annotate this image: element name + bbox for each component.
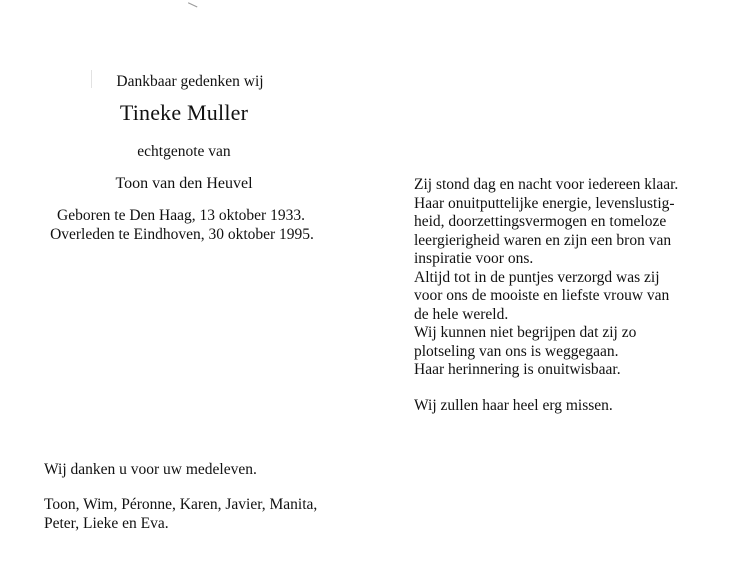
- text-line: Altijd tot in de puntjes verzorgd was zij: [414, 268, 660, 286]
- intro-text: Dankbaar gedenken wij: [116, 73, 264, 90]
- tribute-paragraph-3: [414, 397, 613, 416]
- text-line: Haar onuitputtelijke energie, levenslustig-: [414, 194, 675, 212]
- text-line: Wij zullen haar heel erg missen.: [414, 397, 613, 414]
- text-line: inspiratie voor ons.: [414, 250, 534, 267]
- text-line: voor ons de mooiste en liefste vrouw van: [414, 287, 670, 304]
- family-line: Toon, Wim, Péronne, Karen, Javier, Manita,: [44, 496, 318, 513]
- tribute-paragraph-1: [414, 176, 678, 324]
- birth-line: Geboren te Den Haag, 13 oktober 1933.: [57, 207, 305, 224]
- family-line: Peter, Lieke en Eva.: [44, 514, 169, 532]
- death-line: Overleden te Eindhoven, 30 oktober 1995.: [50, 226, 314, 243]
- text-line: Haar herinnering is onuitwisbaar.: [414, 361, 621, 378]
- text-line: de hele wereld.: [414, 305, 509, 323]
- relation-text: echtgenote van: [137, 143, 231, 160]
- right-panel: [368, 0, 735, 587]
- thanks-text: Wij danken u voor uw medeleven.: [44, 461, 257, 478]
- family-names: [44, 496, 317, 533]
- text-line: heid, doorzettingsvermogen en tomeloze: [414, 213, 667, 230]
- text-line: leergierigheid waren en zijn een bron van: [414, 231, 672, 249]
- text-line: plotseling van ons is weggegaan.: [414, 342, 619, 360]
- text-line: Wij kunnen niet begrijpen dat zij zo: [414, 324, 637, 341]
- text-line: Zij stond dag en nacht voor iedereen klaar.: [414, 176, 679, 193]
- spouse-name: Toon van den Heuvel: [115, 175, 253, 192]
- tribute-paragraph-2: [414, 324, 636, 380]
- deceased-name: Tineke Muller: [119, 100, 249, 125]
